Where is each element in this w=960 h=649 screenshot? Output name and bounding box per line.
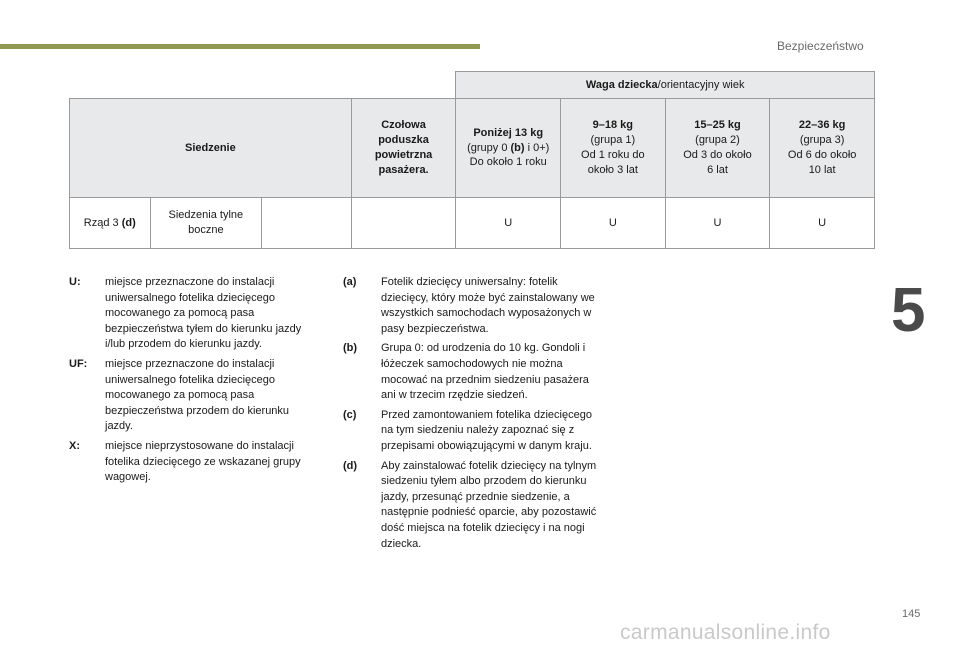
weight-header-rest: /orientacyjny wiek <box>657 78 745 91</box>
group-col-1: 9–18 kg (grupa 1) Od 1 roku do około 3 lat <box>561 99 666 198</box>
legend-text: miejsce przeznaczone do instalacji uniwersalnego fotelika dziecięcego mocowanego za pomocą pasa bezpieczeństwa tyłem do kierunku jazdy i/lub przodem do kierunku jazdy. <box>105 276 302 351</box>
group-col-3: 22–36 kg (grupa 3) Od 6 do około 10 lat <box>770 99 875 198</box>
legend-text: Grupa 0: od urodzenia do 10 kg. Gondoli i łóżeczek samochodowych nie można mocować na przednim siedzeniu pasażera ani w trzecim rzędzie siedzeń. <box>381 342 589 402</box>
legend-text: miejsce nieprzystosowane do instalacji fotelika dziecięcego ze wskazanej grupy wagowej. <box>105 439 301 484</box>
airbag-header: Czołowa poduszka powietrzna pasażera. <box>351 99 456 198</box>
legend-item <box>69 275 319 353</box>
watermark-text: carmanualsonline.info <box>620 621 831 644</box>
legend-left <box>69 275 319 490</box>
legend-key: U: <box>69 276 81 288</box>
seat-position: Siedzenia tylne boczne <box>150 198 262 249</box>
weight-header <box>456 72 875 99</box>
legend-text: Przed zamontowaniem fotelika dziecięcego na tym siedzeniu należy zapoznać się z przepisami obowiązującymi w danym kraju. <box>381 408 592 452</box>
weight-header-bold: Waga dziecka <box>585 78 658 91</box>
seat-header: Siedzenie <box>70 99 352 198</box>
airbag-cell <box>351 198 456 249</box>
group-col-0: Poniżej 13 kg (grupy 0 (b) i 0+) Do około 1 roku <box>456 99 561 198</box>
legend-item <box>343 341 603 403</box>
legend-item <box>69 439 319 486</box>
value-cell: U <box>770 198 875 249</box>
legend-text: Aby zainstalować fotelik dziecięcy na tylnym siedzeniu tyłem albo przodem do kierunku jazdy, przesunąć przednie siedzenie, a następnie podnieść oparcie, aby pozostawić dość miejsca na fotelik dziecięcy i na nogi dziecka. <box>381 459 597 550</box>
chapter-number: 5 <box>891 276 926 345</box>
empty-cell <box>262 198 352 249</box>
legend-item <box>69 357 319 435</box>
table-corner <box>70 72 456 99</box>
table-header-row-weight <box>70 72 875 99</box>
legend-item <box>343 408 603 455</box>
page-number: 145 <box>902 608 921 620</box>
legend-item <box>343 275 603 337</box>
legend-text: miejsce przeznaczone do instalacji uniwersalnego fotelika dziecięcego mocowanego za pomocą pasa bezpieczeństwa przodem do kierunku jazdy. <box>105 357 290 433</box>
legend-key: (d) <box>343 459 358 472</box>
legend-key: (c) <box>343 408 357 421</box>
value-cell: U <box>456 198 561 249</box>
legend-key: X: <box>69 439 80 452</box>
legend-key: (a) <box>343 276 357 288</box>
value-cell: U <box>665 198 770 249</box>
child-seat-table <box>69 71 875 249</box>
table-header-row-groups <box>70 99 875 198</box>
header-accent-bar <box>0 44 480 49</box>
legend-item <box>343 459 603 553</box>
section-title: Bezpieczeństwo <box>777 39 864 53</box>
group-col-2: 15–25 kg (grupa 2) Od 3 do około 6 lat <box>665 99 770 198</box>
legend-key: UF: <box>69 357 88 370</box>
value-cell: U <box>561 198 666 249</box>
legend-text: Fotelik dziecięcy uniwersalny: fotelik dziecięcy, który może być zainstalowany we wszystkich samochodach wyposażonych w pasy bezpieczeństwa. <box>381 276 595 335</box>
legend-right <box>343 275 603 556</box>
table-row <box>70 198 875 249</box>
row-label: Rząd 3 (d) <box>70 198 151 249</box>
legend-key: (b) <box>343 342 358 355</box>
